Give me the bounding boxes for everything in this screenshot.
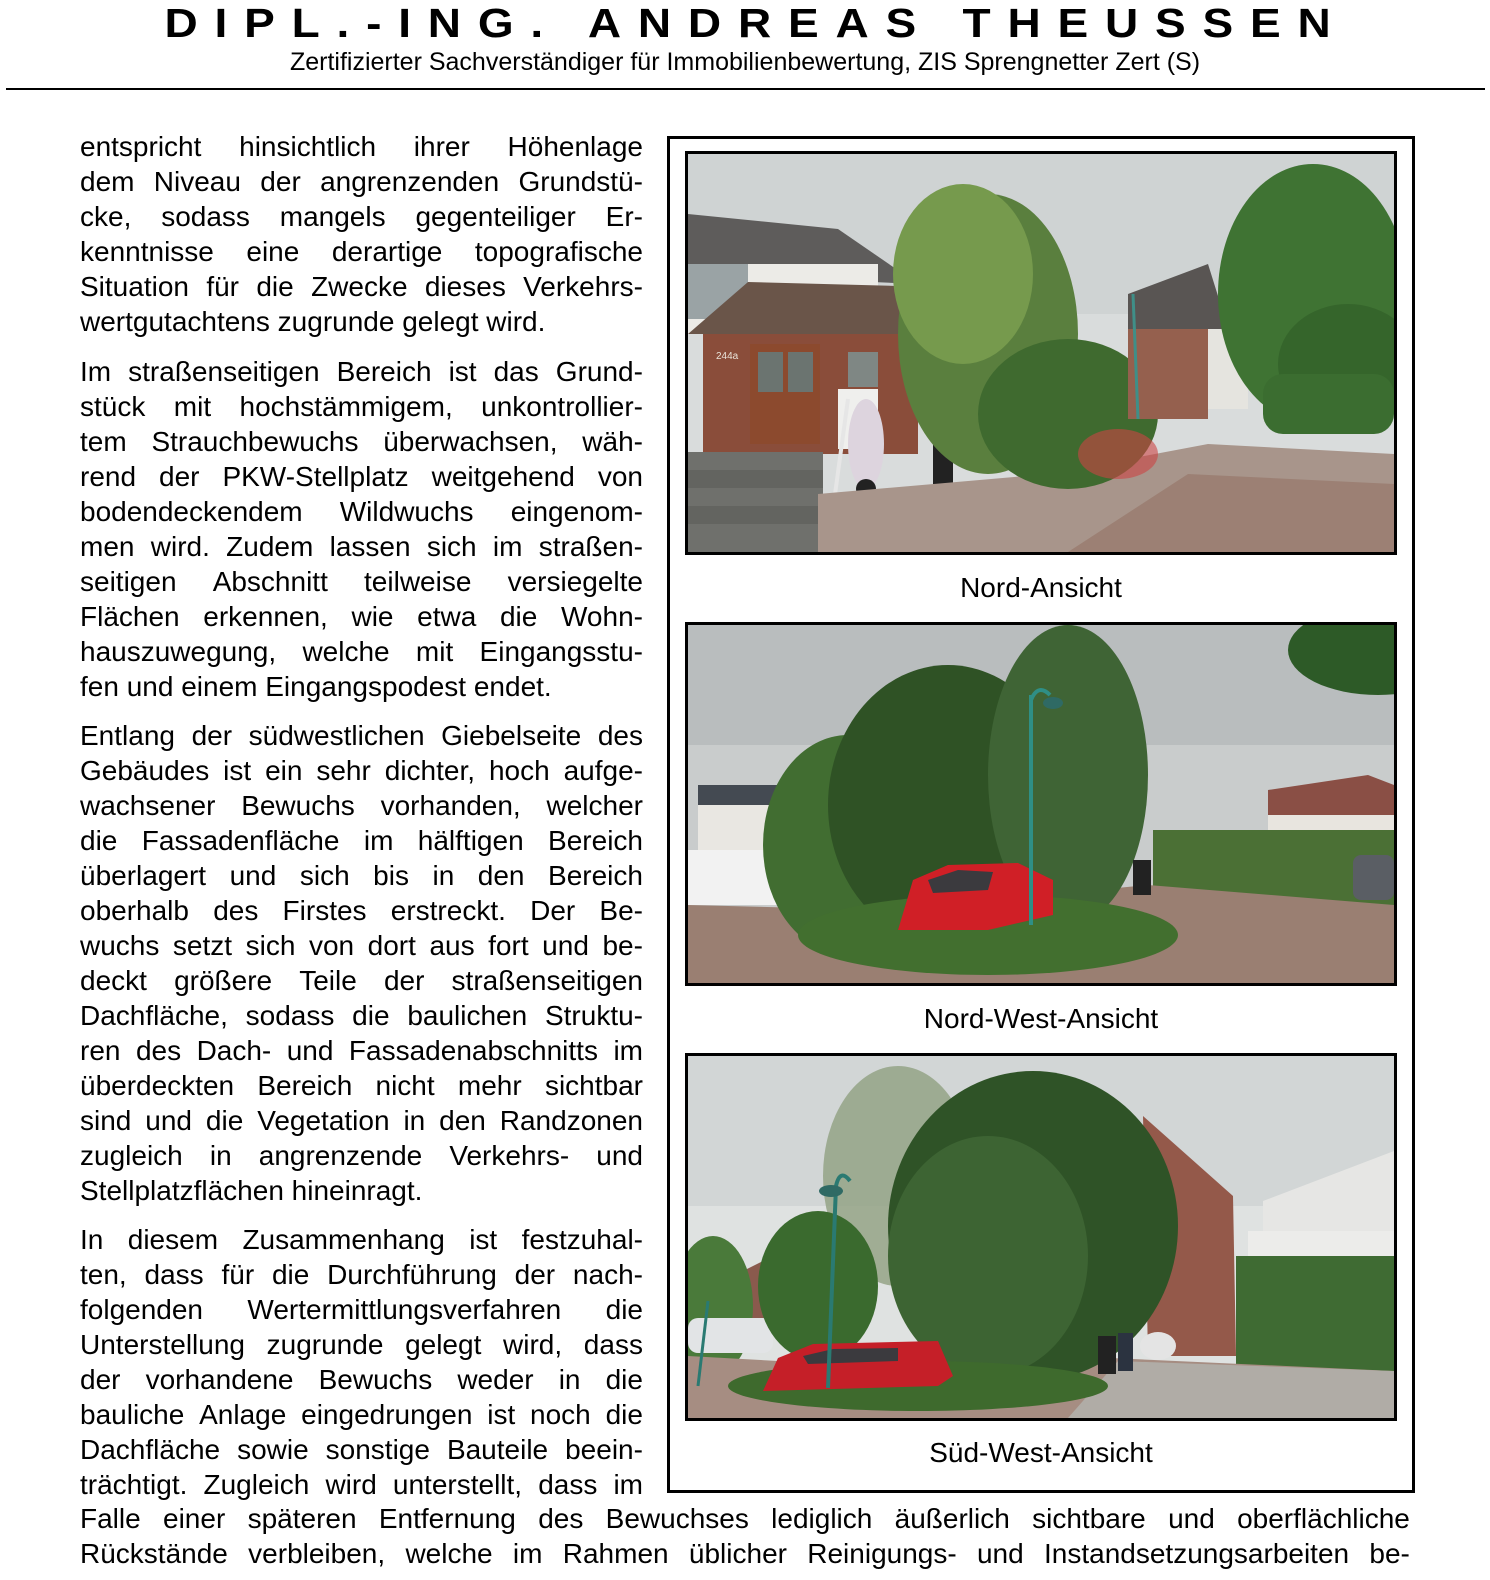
photo-nord-ansicht [685, 151, 1397, 555]
text-line [80, 823, 643, 858]
word: nach- [572, 1259, 643, 1290]
word: Zwecke [311, 271, 408, 302]
word: straßenseitigen [451, 965, 643, 996]
word: sonstige [325, 1434, 430, 1465]
word: dort [367, 930, 416, 961]
word: nicht [375, 1070, 435, 1101]
word: aufge- [563, 755, 643, 786]
word: des [597, 720, 643, 751]
word: dieses [424, 271, 506, 302]
text-line [80, 269, 643, 304]
word: Zudem [226, 531, 314, 562]
word: noch [530, 1399, 591, 1430]
paragraph-1 [80, 129, 643, 339]
text-line [80, 998, 643, 1033]
word: seitigen [80, 566, 177, 597]
text-line [80, 599, 643, 634]
word: oberhalb [80, 895, 189, 926]
text-line [80, 564, 643, 599]
word: üblicher [688, 1538, 787, 1569]
word: dass [144, 1259, 204, 1290]
word: Grundstü- [518, 166, 643, 197]
word: und [542, 930, 589, 961]
word: Eingangsstu- [479, 636, 643, 667]
word: Dach- [196, 1035, 272, 1066]
word: tem [80, 426, 127, 457]
word: Struktu- [544, 1000, 643, 1031]
text-line [80, 234, 643, 269]
text-line [80, 634, 643, 669]
word: von [597, 461, 643, 492]
word: lassen [329, 531, 411, 562]
word: Fassadenfläche [141, 825, 340, 856]
letterhead-title [0, 0, 1490, 46]
word: im [363, 825, 394, 856]
word: Flächen [80, 601, 180, 632]
paragraph-3 [80, 718, 643, 1208]
word: Bewuchses [605, 1503, 749, 1534]
word: Dachfläche, [80, 1000, 228, 1031]
text-line [80, 354, 643, 389]
word: versiegelte [507, 566, 643, 597]
word: im [512, 1538, 543, 1569]
word: für [206, 271, 239, 302]
word: Verkehrs- [523, 271, 643, 302]
word: die [605, 1364, 643, 1395]
word: rend [80, 461, 137, 492]
word: im [613, 1035, 643, 1066]
word: in [403, 1105, 426, 1136]
text-line [80, 459, 643, 494]
word: wäh- [582, 426, 643, 457]
word: Instandsetzungsarbeiten [1044, 1538, 1350, 1569]
word: trächtigt. [80, 1469, 188, 1500]
text-line [80, 1467, 643, 1502]
word: fort [488, 930, 529, 961]
word: der [260, 166, 301, 197]
word: mit [415, 636, 454, 667]
word: den [477, 860, 525, 891]
word: etwa [417, 601, 477, 632]
word: Rückstände [80, 1538, 228, 1569]
word: eingedrungen [301, 1399, 473, 1430]
text-line [80, 1397, 643, 1432]
word: straßen- [538, 531, 643, 562]
word: wird [325, 1469, 377, 1500]
word: ren [80, 1035, 121, 1066]
word: sichtbare [1032, 1503, 1146, 1534]
word: der [159, 461, 200, 492]
word: die [499, 601, 538, 632]
word: Entlang [80, 720, 175, 751]
word: Strauchbewuchs [151, 426, 359, 457]
word: und [976, 1538, 1024, 1569]
letterhead-subtitle: Zertifizierter Sachverständiger für Immobilienbewertung, ZIS Sprengnetter Zert (S) [289, 48, 1201, 76]
word: Reinigungs- [807, 1538, 957, 1569]
word: unterstellt, [392, 1469, 523, 1500]
text-line [80, 718, 643, 753]
text-line [80, 963, 643, 998]
word: vorhanden, [380, 790, 521, 821]
word: teilweise [364, 566, 472, 597]
word: Höhenlage [507, 131, 643, 162]
word: äußerlich [894, 1503, 1010, 1534]
word: entspricht [80, 131, 202, 162]
word: und [286, 1035, 334, 1066]
word: Bereich [336, 356, 432, 387]
word: Wildwuchs [339, 496, 474, 527]
text-line [80, 928, 643, 963]
word: überlagert [80, 860, 207, 891]
text-line [80, 753, 643, 788]
word: Gebäudes [80, 755, 210, 786]
caption-nord-ansicht: Nord-Ansicht [960, 572, 1122, 603]
word: hauszuwegung, [80, 636, 277, 667]
word: oberflächliche [1237, 1503, 1410, 1534]
word: in [209, 1140, 232, 1171]
text-line [80, 1103, 643, 1138]
word: Rahmen [562, 1538, 669, 1569]
word: folgenden [80, 1294, 204, 1325]
word: ist [469, 1224, 498, 1255]
word: den [439, 1105, 486, 1136]
word: Entfernung [378, 1503, 516, 1534]
word: sehr [316, 755, 371, 786]
word: bauliche [80, 1399, 185, 1430]
text-line [80, 858, 643, 893]
text-line [80, 494, 643, 529]
word: dem [80, 166, 135, 197]
word: der [191, 720, 233, 751]
word: Firstes [282, 895, 367, 926]
word: Wohn- [561, 601, 643, 632]
word: angrenzenden [320, 166, 500, 197]
word: der [383, 965, 425, 996]
word: sodass [245, 1000, 335, 1031]
text-line [80, 1033, 643, 1068]
paragraph-4 [80, 1222, 643, 1502]
word: Der [530, 895, 576, 926]
word: sich [245, 930, 296, 961]
word: setzt [172, 930, 233, 961]
word: PKW-Stellplatz [222, 461, 409, 492]
word: Durchführung [327, 1259, 497, 1290]
word: Falle [80, 1503, 141, 1534]
word: Situation [80, 271, 189, 302]
text-line [80, 788, 643, 823]
word: aus [429, 930, 475, 961]
word: Anlage [199, 1399, 287, 1430]
word: hälftigen [417, 825, 524, 856]
word: erstreckt. [390, 895, 506, 926]
word: be- [1369, 1538, 1410, 1569]
word: ten, [80, 1259, 127, 1290]
word: eine [246, 236, 300, 267]
paragraph-2 [80, 354, 643, 704]
word: ihrer [413, 131, 470, 162]
word: für [221, 1259, 255, 1290]
word: Verkehrs- [449, 1140, 570, 1171]
word: welche [302, 636, 390, 667]
word: in [432, 860, 455, 891]
text-line [80, 129, 643, 164]
word: und [1168, 1503, 1215, 1534]
word: kenntnisse [80, 236, 214, 267]
word: zugrunde [266, 1329, 384, 1360]
word: bodendeckendem [80, 496, 303, 527]
text-line [80, 1222, 643, 1257]
word: Bauteile [446, 1434, 549, 1465]
text-line [80, 1257, 643, 1292]
word: erkennen, [203, 601, 328, 632]
word: eingenom- [510, 496, 643, 527]
caption-nord-west-ansicht: Nord-West-Ansicht [923, 1003, 1159, 1034]
word: von [308, 930, 355, 961]
text-line [80, 164, 643, 199]
word: Wertermittlungsverfahren [247, 1294, 562, 1325]
word: cke, [80, 201, 132, 232]
word: beein- [565, 1434, 643, 1465]
text-line [80, 893, 643, 928]
word: ist [223, 755, 252, 786]
word: In [80, 1224, 104, 1255]
word: späteren [247, 1503, 357, 1534]
word: Teile [299, 965, 357, 996]
word: überwachsen, [383, 426, 558, 457]
word: Er- [605, 201, 643, 232]
word: im [613, 1469, 643, 1500]
text-line [80, 1292, 643, 1327]
word: des [135, 1035, 182, 1066]
word: Be- [599, 895, 643, 926]
word: mit [173, 391, 212, 422]
text-line [80, 389, 643, 424]
photo-nord-west-ansicht-image [688, 625, 1394, 983]
word: derartige [331, 236, 443, 267]
word: des [538, 1503, 584, 1534]
word: in [558, 1364, 581, 1395]
word: die [205, 1105, 244, 1136]
text-line [80, 199, 643, 234]
word: die [605, 1399, 643, 1430]
word: mangels [279, 201, 386, 232]
word: Dachfläche [80, 1434, 221, 1465]
word: und [596, 1140, 643, 1171]
word: welcher [546, 790, 643, 821]
text-line [80, 1068, 643, 1103]
word: Giebelseite [441, 720, 582, 751]
word: sodass [161, 201, 250, 232]
word: stück [80, 391, 146, 422]
word: dass [538, 1469, 598, 1500]
word: sind [80, 1105, 132, 1136]
photo-nord-west-ansicht [685, 622, 1397, 986]
header-divider [6, 88, 1485, 90]
word: vorhandene [145, 1364, 294, 1395]
word: zugleich [80, 1140, 183, 1171]
word: be- [602, 930, 643, 961]
photo-sued-west-ansicht [685, 1053, 1397, 1421]
word: überdeckten [80, 1070, 235, 1101]
word: Bewuchs [241, 790, 355, 821]
text-line [80, 1362, 643, 1397]
word: südwestlichen [248, 720, 425, 751]
text-line: Stellplatzflächen hineinragt. [80, 1175, 423, 1206]
text-line [80, 529, 643, 564]
word: einer [163, 1503, 226, 1534]
word: gelegt [405, 1329, 482, 1360]
word: Unterstellung [80, 1329, 245, 1360]
word: topografische [474, 236, 643, 267]
photo-nord-ansicht-image [688, 154, 1394, 552]
word: des [213, 895, 259, 926]
word: Zugleich [203, 1469, 310, 1500]
word: der [80, 1364, 121, 1395]
word: Fassadenabschnitts [348, 1035, 598, 1066]
word: sich [426, 531, 477, 562]
text-line [80, 424, 643, 459]
word: dass [583, 1329, 643, 1360]
word: Bereich [548, 825, 643, 856]
word: und [229, 860, 277, 891]
word: im [492, 531, 523, 562]
word: Im [80, 356, 112, 387]
word: die [80, 825, 118, 856]
letterhead-name: DIPL.-ING. ANDREAS THEUSSEN [164, 0, 1348, 46]
word: größere [174, 965, 273, 996]
text-line [80, 1327, 643, 1362]
text-line: fen und einem Eingangspodest endet. [80, 671, 552, 702]
word: Zusammenhang [242, 1224, 445, 1255]
photo-sued-west-ansicht-image [688, 1056, 1394, 1418]
word: welche [405, 1538, 493, 1569]
word: die [271, 1259, 310, 1290]
word: Abschnitt [212, 566, 328, 597]
word: hochstämmigem, [239, 391, 453, 422]
word: weitgehend [431, 461, 575, 492]
word: Niveau [153, 166, 241, 197]
word: die [256, 271, 294, 302]
text-line [80, 1432, 643, 1467]
word: ist [448, 356, 477, 387]
word: hoch [488, 755, 550, 786]
word: verbleiben, [248, 1538, 386, 1569]
text-line [80, 1138, 643, 1173]
word: deckt [80, 965, 147, 996]
word: wuchs [80, 930, 160, 961]
word: wird. [150, 531, 210, 562]
word: wachsener [80, 790, 216, 821]
word: mehr [457, 1070, 522, 1101]
word: sichtbar [544, 1070, 643, 1101]
word: unkontrollier- [481, 391, 643, 422]
word: gegenteiliger [415, 201, 576, 232]
word: sowie [237, 1434, 309, 1465]
text-line: wertgutachtens zugrunde gelegt wird. [80, 306, 546, 337]
word: die [605, 1294, 643, 1325]
word: Grund- [555, 356, 643, 387]
word: festzuhal- [521, 1224, 643, 1255]
word: die [352, 1000, 390, 1031]
word: Randzonen [499, 1105, 643, 1136]
paragraph-4-continuation-line-2 [80, 1536, 1410, 1571]
word: Bereich [548, 860, 643, 891]
word: Vegetation [257, 1105, 390, 1136]
house-number: 244a [716, 351, 739, 362]
word: diesem [127, 1224, 219, 1255]
word: lediglich [771, 1503, 873, 1534]
word: und [145, 1105, 192, 1136]
word: bis [373, 860, 409, 891]
word: ist [487, 1399, 516, 1430]
word: der [514, 1259, 556, 1290]
word: weder [457, 1364, 534, 1395]
word: das [493, 356, 539, 387]
word: hinsichtlich [239, 131, 377, 162]
word: dichter, [384, 755, 476, 786]
word: wird, [503, 1329, 563, 1360]
word: angrenzende [258, 1140, 423, 1171]
word: Bereich [257, 1070, 353, 1101]
word: Bewuchs [318, 1364, 433, 1395]
caption-sued-west-ansicht: Süd-West-Ansicht [929, 1437, 1153, 1468]
word: straßenseitigen [128, 356, 320, 387]
word: baulichen [407, 1000, 528, 1031]
word: men [80, 531, 135, 562]
word: ein [265, 755, 303, 786]
paragraph-4-continuation-line-1 [80, 1501, 1410, 1536]
word: wie [351, 601, 394, 632]
word: sich [299, 860, 350, 891]
